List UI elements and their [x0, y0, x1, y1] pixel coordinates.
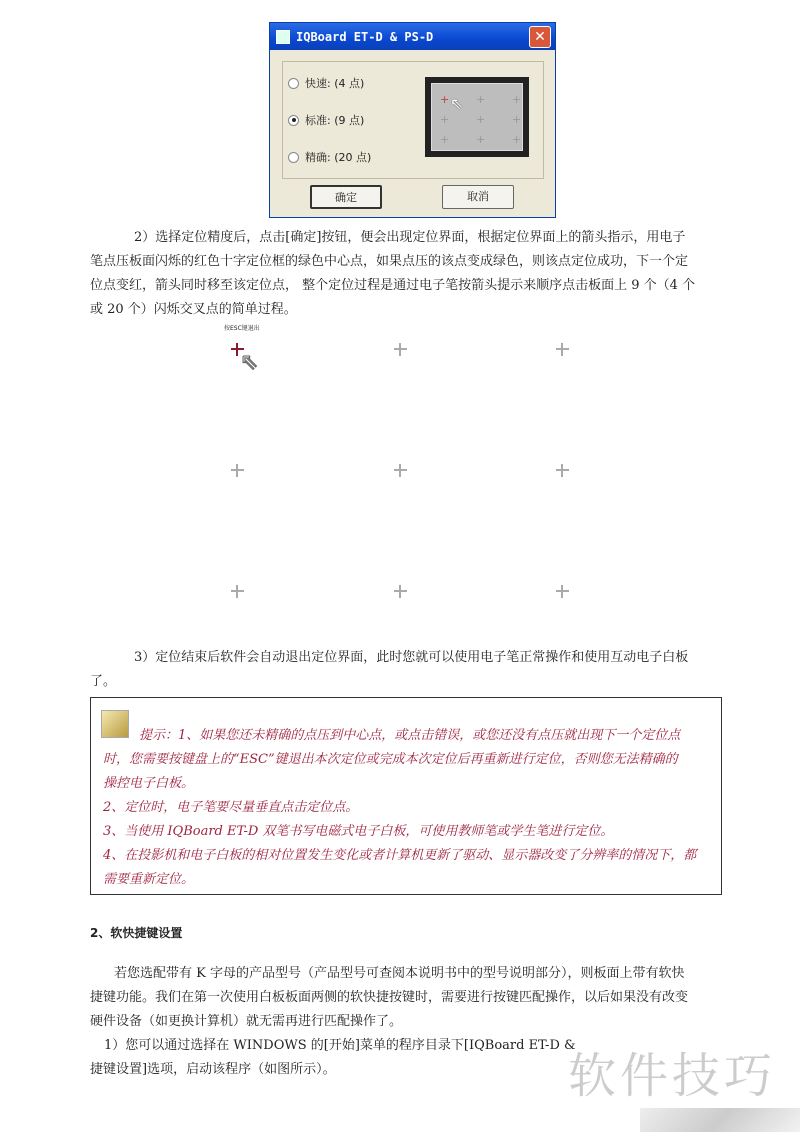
calibration-dialog: [269, 22, 556, 218]
paragraph-text: 了。: [90, 674, 117, 689]
blurred-region: [640, 1108, 800, 1132]
section-heading: 2、软快捷键设置: [90, 926, 183, 940]
paragraph-text: 捷键设置]选项，启动该程序（如图所示）。: [90, 1062, 336, 1077]
tip-box: [90, 697, 722, 895]
calibration-cross: [231, 585, 244, 598]
radio-icon: [288, 78, 299, 89]
esc-hint: 按ESC键退出: [224, 325, 260, 332]
calibration-cross: [556, 343, 569, 356]
paragraph-text: 3）定位结束后软件会自动退出定位界面，此时您就可以使用电子笔正常操作和使用互动电子白板: [134, 650, 689, 665]
radio-precise[interactable]: [288, 149, 371, 165]
tip-text: 3、当使用 IQBoard ET-D 双笔书写电磁式电子白板，可使用教师笔或学生笔进行定位。: [103, 824, 614, 839]
radio-label: 标准: (9 点): [305, 114, 365, 127]
tip-text: 需要重新定位。: [103, 872, 195, 887]
radio-label: 精确: (20 点): [305, 151, 372, 164]
radio-icon: [288, 152, 299, 163]
arrow-cursor-icon: ⇖: [240, 350, 259, 375]
tip-text: 4、在投影机和电子白板的相对位置发生变化或者计算机更新了驱动、显示器改变了分辨率的情况下，都: [103, 848, 697, 863]
dialog-titlebar: [270, 23, 555, 50]
paragraph-text: 捷键功能。我们在第一次使用白板板面两侧的软快捷按键时，需要进行按键匹配操作，以后如果没有改变: [90, 990, 689, 1005]
calibration-cross: [556, 585, 569, 598]
app-icon: [276, 30, 290, 44]
paragraph-text: 或 20 个）闪烁交叉点的简单过程。: [90, 302, 297, 317]
tip-text: 2、定位时，电子笔要尽量垂直点击定位点。: [103, 800, 359, 815]
tip-text: 操控电子白板。: [103, 776, 195, 791]
calibration-cross: [394, 585, 407, 598]
note-pencil-icon: [101, 710, 129, 738]
calibration-cross: [394, 464, 407, 477]
tip-text: 提示：1、如果您还未精确的点压到中心点，或点击错误，或您还没有点压就出现下一个定位点: [139, 728, 681, 743]
close-button[interactable]: ✕: [529, 26, 551, 48]
arrow-cursor-icon: ⇖: [450, 94, 464, 113]
radio-fast[interactable]: [288, 75, 364, 91]
dialog-title: IQBoard ET-D & PS-D: [296, 29, 434, 44]
watermark: 软件技巧: [568, 1048, 777, 1104]
cancel-button[interactable]: 取消: [442, 185, 514, 209]
radio-label: 快速: (4 点): [305, 77, 365, 90]
calibration-preview: + + + + + + + + + ⇖: [425, 77, 529, 157]
paragraph-text: 笔点压板面闪烁的红色十字定位框的绿色中心点，如果点压的该点变成绿色，则该点定位成功，下一个定: [90, 254, 689, 269]
radio-standard[interactable]: [288, 112, 364, 128]
paragraph-text: 2）选择定位精度后，点击[确定]按钮，便会出现定位界面，根据定位界面上的箭头指示，用电子: [134, 230, 686, 245]
tip-text: 时，您需要按键盘上的“ESC”键退出本次定位或完成本次定位后再重新进行定位，否则您无法精确的: [103, 752, 678, 767]
paragraph-text: 位点变红，箭头同时移至该定位点， 整个定位过程是通过电子笔按箭头提示来顺序点击板面上 9 个（4 个: [90, 278, 696, 293]
ok-button[interactable]: 确定: [310, 185, 382, 209]
calibration-cross: [556, 464, 569, 477]
radio-selected-icon: [288, 115, 299, 126]
paragraph-text: 1）您可以通过选择在 WINDOWS 的[开始]菜单的程序目录下[IQBoard ET-D &: [104, 1038, 576, 1053]
paragraph-text: 硬件设备（如更换计算机）就无需再进行匹配操作了。: [90, 1014, 403, 1029]
calibration-cross: [394, 343, 407, 356]
paragraph-text: 若您选配带有 K 字母的产品型号（产品型号可查阅本说明书中的型号说明部分），则板面上带有软快: [114, 966, 685, 981]
calibration-cross: [231, 464, 244, 477]
